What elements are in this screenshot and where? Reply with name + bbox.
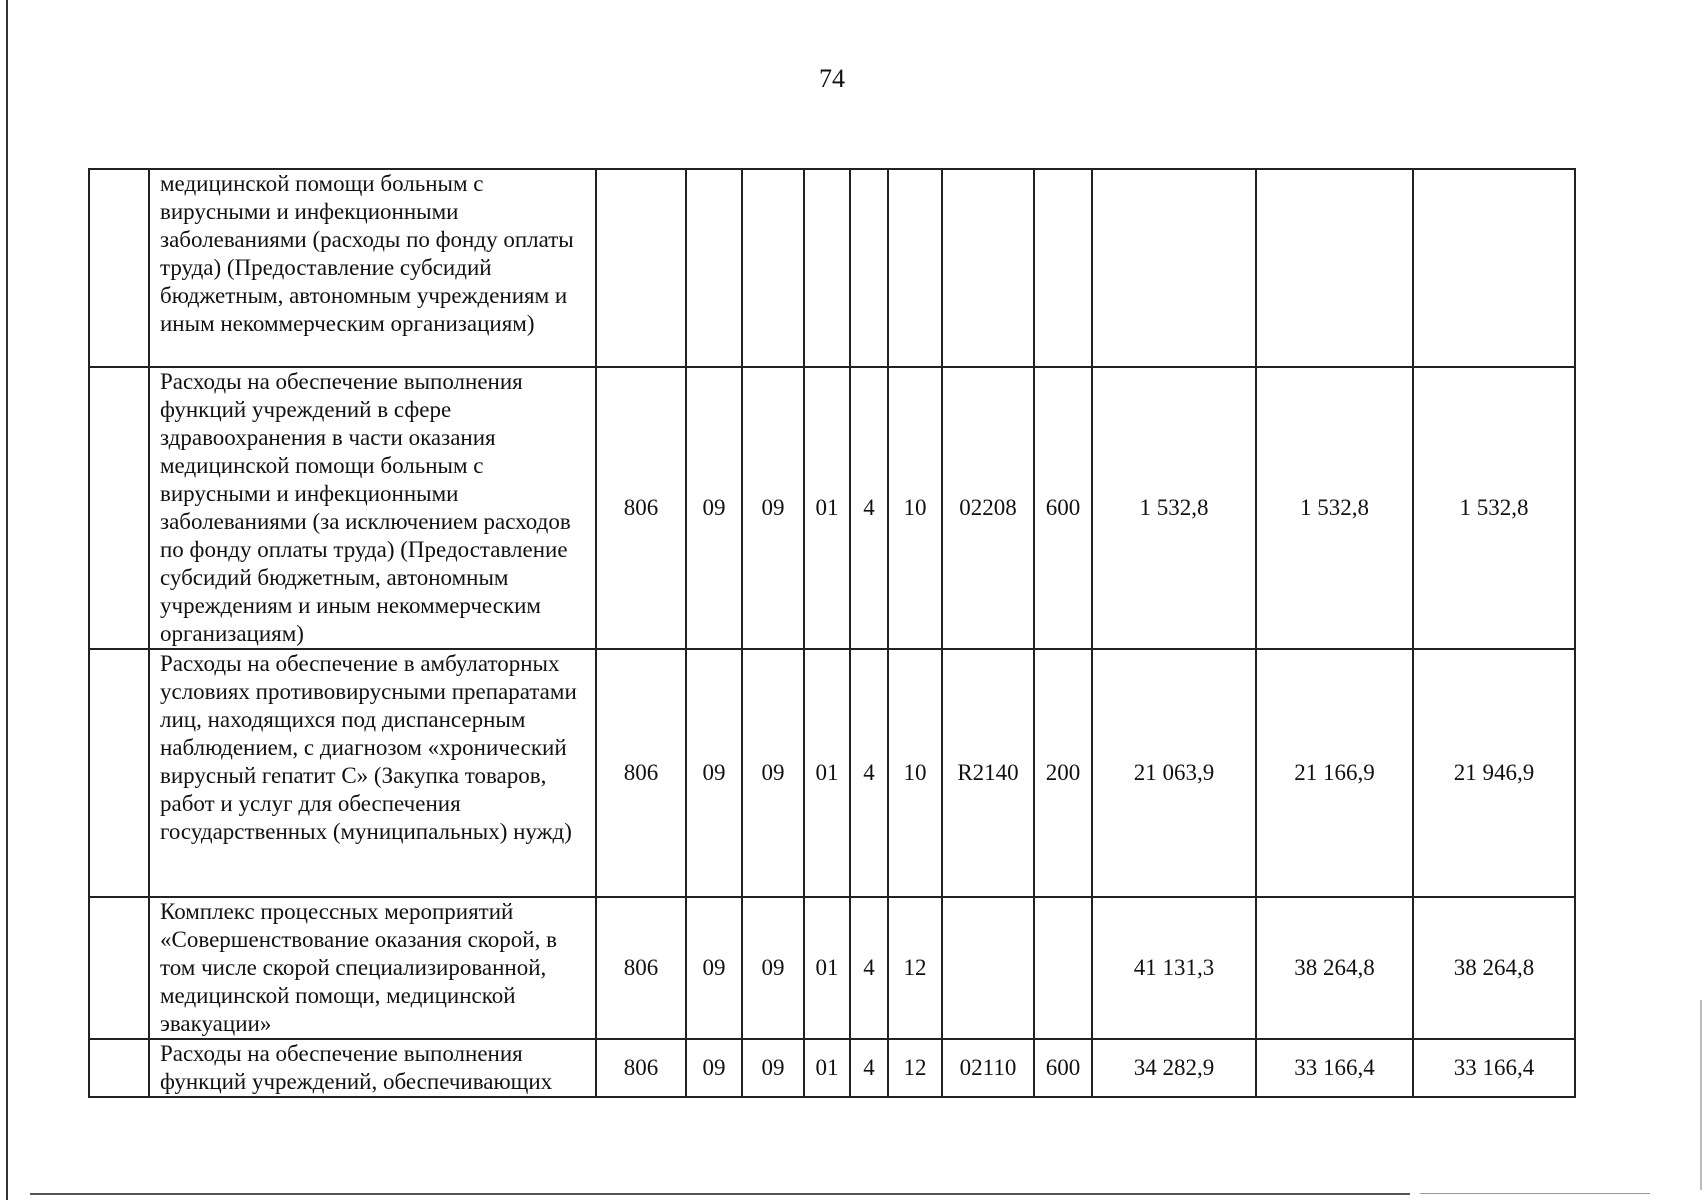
type-cell: 4 bbox=[850, 897, 888, 1039]
section-cell: 09 bbox=[686, 1039, 742, 1097]
row-index-cell bbox=[89, 649, 149, 897]
expense-type-cell bbox=[1034, 897, 1092, 1039]
subprogram-cell: 12 bbox=[888, 1039, 942, 1097]
expense-type-cell: 600 bbox=[1034, 367, 1092, 649]
table-row bbox=[89, 897, 1575, 1039]
amount-2024-cell: 41 131,3 bbox=[1092, 897, 1256, 1039]
table-row bbox=[89, 367, 1575, 649]
amount-2024-cell bbox=[1092, 169, 1256, 367]
amount-2025-cell: 38 264,8 bbox=[1256, 897, 1413, 1039]
table-row bbox=[89, 169, 1575, 367]
amount-2026-cell: 33 166,4 bbox=[1413, 1039, 1575, 1097]
amount-2025-cell bbox=[1256, 169, 1413, 367]
scan-left-edge bbox=[6, 0, 8, 1200]
table-row bbox=[89, 1039, 1575, 1097]
section-cell bbox=[686, 169, 742, 367]
program-cell: 01 bbox=[804, 1039, 850, 1097]
expense-type-cell: 200 bbox=[1034, 649, 1092, 897]
amount-2026-cell bbox=[1413, 169, 1575, 367]
expense-type-cell: 600 bbox=[1034, 1039, 1092, 1097]
table-row bbox=[89, 649, 1575, 897]
subprogram-cell: 10 bbox=[888, 649, 942, 897]
description-cell: Расходы на обеспечение выполнения функций учреждений в сфере здравоохранения в части оказания медицинской помощи больным с вирусными и инфекционными заболеваниями (за исключением расходов по фонду оплаты труда) (Предоставление субсидий бюджетным, автономным учреждениям и иным некоммерческим организациям) bbox=[149, 367, 596, 649]
description-cell: Расходы на обеспечение выполнения функций учреждений, обеспечивающих bbox=[149, 1039, 596, 1097]
type-cell: 4 bbox=[850, 1039, 888, 1097]
program-cell: 01 bbox=[804, 367, 850, 649]
expense-type-cell bbox=[1034, 169, 1092, 367]
direction-cell: 02110 bbox=[942, 1039, 1034, 1097]
scan-bottom-rule-faint bbox=[1420, 1193, 1650, 1194]
amount-2026-cell: 1 532,8 bbox=[1413, 367, 1575, 649]
amount-2026-cell: 21 946,9 bbox=[1413, 649, 1575, 897]
amount-2024-cell: 21 063,9 bbox=[1092, 649, 1256, 897]
direction-cell: R2140 bbox=[942, 649, 1034, 897]
ministry-cell: 806 bbox=[596, 897, 686, 1039]
description-cell: Комплекс процессных мероприятий «Совершенствование оказания скорой, в том числе скорой специализированной, медицинской помощи, медицинской эвакуации» bbox=[149, 897, 596, 1039]
amount-2024-cell: 34 282,9 bbox=[1092, 1039, 1256, 1097]
ministry-cell: 806 bbox=[596, 367, 686, 649]
direction-cell bbox=[942, 169, 1034, 367]
amount-2026-cell: 38 264,8 bbox=[1413, 897, 1575, 1039]
subsection-cell: 09 bbox=[742, 367, 804, 649]
amount-2024-cell: 1 532,8 bbox=[1092, 367, 1256, 649]
ministry-cell: 806 bbox=[596, 1039, 686, 1097]
ministry-cell bbox=[596, 169, 686, 367]
section-cell: 09 bbox=[686, 897, 742, 1039]
amount-2025-cell: 33 166,4 bbox=[1256, 1039, 1413, 1097]
ministry-cell: 806 bbox=[596, 649, 686, 897]
row-index-cell bbox=[89, 897, 149, 1039]
amount-2025-cell: 21 166,9 bbox=[1256, 649, 1413, 897]
program-cell: 01 bbox=[804, 897, 850, 1039]
row-index-cell bbox=[89, 367, 149, 649]
direction-cell bbox=[942, 897, 1034, 1039]
section-cell: 09 bbox=[686, 649, 742, 897]
type-cell bbox=[850, 169, 888, 367]
subprogram-cell bbox=[888, 169, 942, 367]
scan-right-edge bbox=[1700, 1000, 1702, 1190]
description-cell: Расходы на обеспечение в амбулаторных условиях противовирусными препаратами лиц, находящихся под диспансерным наблюдением, с диагнозом «хронический вирусный гепатит С» (Закупка товаров, работ и услуг для обеспечения государственных (муниципальных) нужд) bbox=[149, 649, 596, 897]
page-number: 74 bbox=[819, 64, 845, 93]
subsection-cell: 09 bbox=[742, 1039, 804, 1097]
subprogram-cell: 10 bbox=[888, 367, 942, 649]
subsection-cell bbox=[742, 169, 804, 367]
budget-table bbox=[88, 168, 1576, 1098]
direction-cell: 02208 bbox=[942, 367, 1034, 649]
row-index-cell bbox=[89, 169, 149, 367]
program-cell bbox=[804, 169, 850, 367]
subsection-cell: 09 bbox=[742, 897, 804, 1039]
type-cell: 4 bbox=[850, 367, 888, 649]
subprogram-cell: 12 bbox=[888, 897, 942, 1039]
subsection-cell: 09 bbox=[742, 649, 804, 897]
scan-bottom-rule bbox=[30, 1193, 1410, 1195]
amount-2025-cell: 1 532,8 bbox=[1256, 367, 1413, 649]
type-cell: 4 bbox=[850, 649, 888, 897]
description-cell: медицинской помощи больным с вирусными и инфекционными заболеваниями (расходы по фонду оплаты труда) (Предоставление субсидий бюджетным, автономным учреждениям и иным некоммерческим организациям) bbox=[149, 169, 596, 367]
section-cell: 09 bbox=[686, 367, 742, 649]
program-cell: 01 bbox=[804, 649, 850, 897]
row-index-cell bbox=[89, 1039, 149, 1097]
